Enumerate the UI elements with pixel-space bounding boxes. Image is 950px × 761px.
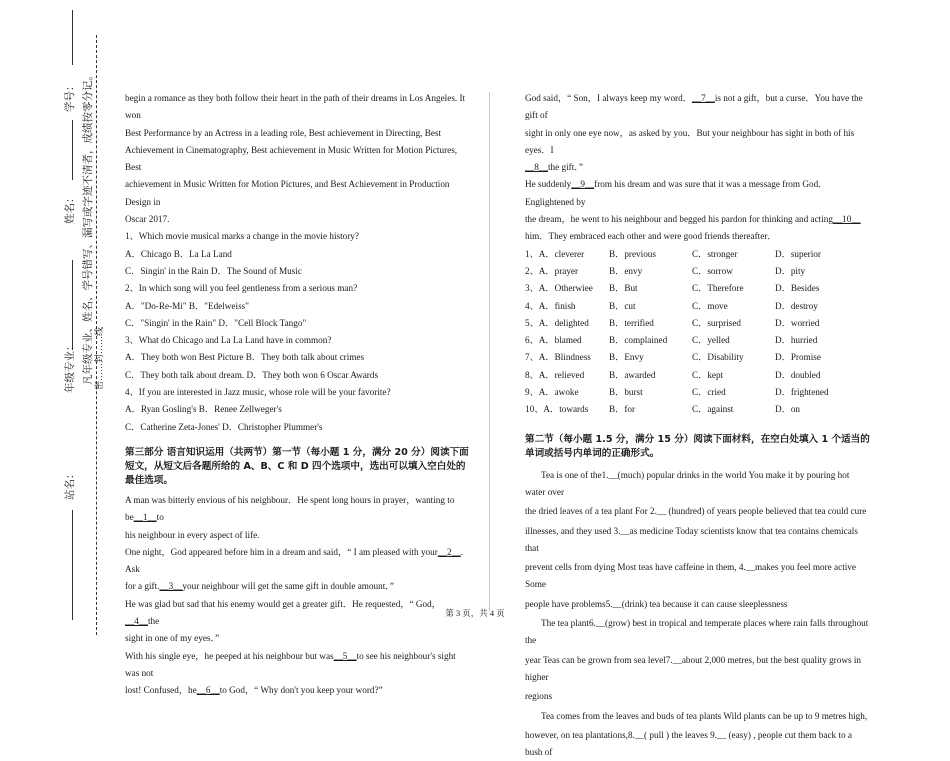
option-row: 7、A．Blindness B．Envy C．Disability D．Promise [525,352,821,363]
passage-line: __8__the gift．” [525,162,583,173]
text2-line: Tea is one of the1.__(much) popular drinks in the world You make it by pouring hot water over [525,469,850,497]
school-label: 站名： [65,468,76,500]
text2-line: illnesses, and they used 3.__as medicine Today scientists know that tea contains chemicals that [525,525,858,553]
question-2-options-ab: A．"Do-Re-Mi" B．"Edelweiss" [125,300,249,311]
text2-line: the dried leaves of a tea plant For 2.__ (hundred) of years people believed that tea could cure [525,506,867,517]
text2-line: people have problems5.__(drink) tea because it can cause sleeplessness [525,598,788,609]
page-footer: 第 3 页，共 4 页 [445,608,505,618]
section3-title: 第三部分 语言知识运用（共两节）第一节（每小题 1 分，满分 20 分）阅读下面短文，从短文后各题所给的 A、B、C 和 D 四个选项中，选出可以填入空白处的最佳选项。 [125,446,469,486]
question-3-options-ab: A．They both won Best Picture B．They both talk about crimes [125,352,365,363]
passage-line: With his single eye，he peeped at his neighbour but was__5__to see his neighbour's sight was not [125,650,456,678]
text2-line: Tea comes from the leaves and buds of tea plants Wild plants can be up to 9 metres high, [541,710,868,721]
seal-line-label: 密……封……线 [94,326,104,390]
passage-line: the dream，he went to his neighbour and begged his pardon for thinking and acting__10__ [525,214,861,225]
question-1-options-ab: A．Chicago B．La La Land [125,248,232,259]
passage-line: for a gift.__3__your neighbour will get the same gift in double amount．” [125,581,394,592]
option-row: 4、A．finish B．cut C．move D．destroy [525,300,818,311]
text2-line: year Teas can be grown from sea level7.__about 2,000 metres, but the best quality grows in higher [525,654,861,682]
passage-line: sight in one of my eyes．” [125,633,220,644]
right-column [525,90,870,761]
passage-line: lost! Confused，he__6__to God，“ Why don't you keep your word?” [125,685,383,696]
school-line [72,510,73,620]
class-label: 年级专业： [65,340,76,393]
passage-line: him．They embraced each other and were good friends thereafter． [525,231,777,242]
question-2-options-cd: C．"Singin' in the Rain" D．"Cell Block Tango" [125,317,307,328]
text2-line: however, on tea plantations,8.__( pull ) the leaves 9.__ (easy) , people cut them back to a bush of [525,729,852,758]
question-2: 2、In which song will you feel gentleness from a serious man? [125,283,358,294]
passage-line: his neighbour in every aspect of life. [125,529,260,540]
question-4: 4、If you are interested in Jazz music, whose role will be your favorite? [125,387,391,398]
name-label: 姓名： [65,192,76,224]
student-id-line [72,10,73,65]
section2-title: 第二节（每小题 1.5 分，满分 15 分）阅读下面材料，在空白处填入 1 个适当的单词或括号内单词的正确形式。 [525,433,870,459]
passage-line: He was glad but sad that his enemy would get a greater gift．He requested，“ God，__4__the [125,598,441,627]
intro-line: Oscar 2017. [125,214,170,225]
name-line [72,120,73,180]
option-row: 3、A．Otherwiee B．But C．Therefore D．Besides [525,283,820,294]
text2-line: regions [525,691,553,702]
option-row: 6、A．blamed B．complained C．yelled D．hurried [525,335,818,346]
intro-line: achievement in Music Written for Motion Pictures, and Best Achievement in Production Design in [125,179,450,207]
passage-line: A man was bitterly envious of his neighbour．He spent long hours in prayer，wanting to be__1__to [125,494,455,523]
passage-line: sight in only one eye now，as asked by you．But your neighbour has sight in both of his eyes．I [525,127,855,155]
intro-line: Achievement in Cinematography, Best achievement in Music Written for Motion Pictures, Best [125,144,458,173]
question-1-options-cd: C．Singin' in the Rain D．The Sound of Music [125,265,302,276]
passage-line: He suddenly__9__from his dream and was sure that it was a message from God．Englightened by [525,179,828,207]
passage-line: One night，God appeared before him in a dream and said，“ I am pleased with your__2__. Ask [125,546,464,575]
option-row: 2、A．prayer B．envy C．sorrow D．pity [525,265,806,276]
option-row: 8、A．relieved B．awarded C．kept D．doubled [525,369,821,380]
column-divider [489,92,490,612]
question-4-options-cd: C．Catherine Zeta-Jones' D．Christopher Plummer's [125,421,323,432]
question-1: 1、Which movie musical marks a change in the movie history? [125,231,359,242]
options-grid [525,246,870,419]
question-3-options-cd: C．They both talk about dream. D．They both won 6 Oscar Awards [125,369,379,380]
intro-line: Best Performance by an Actress in a leading role, Best achievement in Directing, Best [125,127,442,138]
option-row: 1、A．cleverer B．previous C．stronger D．superior [525,248,821,259]
text2-line: The tea plant6.__(grow) best in tropical and temperate places where rain falls throughout the [525,618,869,646]
option-row: 9、A．awoke B．burst C．cried D．frightened [525,387,829,398]
class-line [72,260,73,350]
option-row: 10、A．towards B．for C．against D．on [525,404,801,415]
intro-line: begin a romance as they both follow their heart in the path of their dreams in Los Angeles. It won [125,93,466,121]
passage-line: God said，“ Son，I always keep my word．__7__is not a gift，but a curse．You have the gift of [525,93,863,121]
binding-margin [0,0,110,672]
student-id-label: 学号： [65,80,76,112]
text2-line: prevent cells from dying Most teas have caffeine in them, 4.__makes you feel more active Some [525,562,856,590]
question-4-options-ab: A．Ryan Gosling's B．Renee Zellweger's [125,404,282,415]
warning-note: 凡年级专业、姓名、学号错写、漏写或字迹不清者，成绩按零分记。 [83,70,94,385]
question-3: 3、What do Chicago and La La Land have in common? [125,335,332,346]
option-row: 5、A．delighted B．terrified C．surprised D．worried [525,317,820,328]
